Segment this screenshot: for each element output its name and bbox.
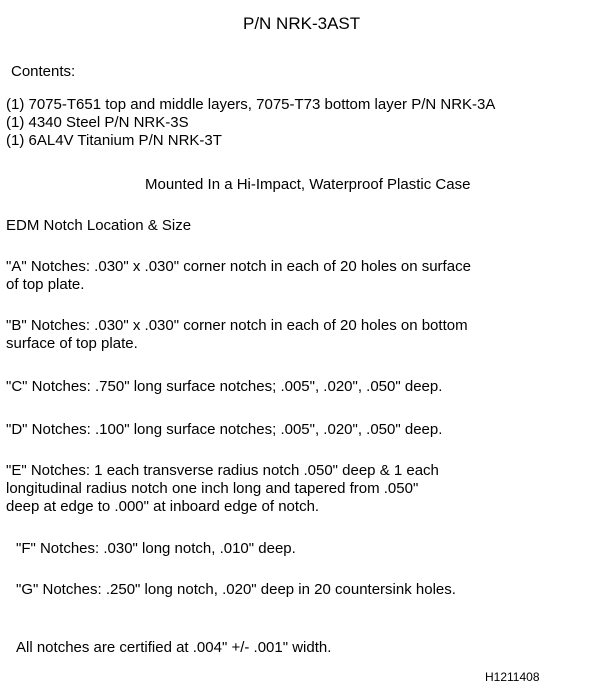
contents-item: (1) 6AL4V Titanium P/N NRK-3T: [6, 132, 222, 149]
notch-a-text: "A" Notches: .030" x .030" corner notch in each of 20 holes on surface of top plate.: [6, 258, 471, 293]
mounting-note: Mounted In a Hi-Impact, Waterproof Plastic Case: [145, 176, 471, 193]
notch-d-text: "D" Notches: .100" long surface notches; .005", .020", .050" deep.: [6, 421, 443, 438]
reference-code: H1211408: [485, 670, 540, 684]
page-title: P/N NRK-3AST: [243, 14, 361, 33]
notch-c-text: "C" Notches: .750" long surface notches; .005", .020", .050" deep.: [6, 378, 443, 395]
section-heading: EDM Notch Location & Size: [6, 217, 192, 234]
contents-label: Contents:: [11, 63, 76, 80]
contents-list: [6, 96, 495, 150]
notch-g-text: "G" Notches: .250" long notch, .020" deep in 20 countersink holes.: [16, 581, 456, 598]
notch-b-text: "B" Notches: .030" x .030" corner notch in each of 20 holes on bottom surface of top plate.: [6, 317, 468, 352]
contents-item: (1) 7075-T651 top and middle layers, 7075-T73 bottom layer P/N NRK-3A: [6, 96, 496, 113]
notch-f-text: "F" Notches: .030" long notch, .010" deep.: [16, 540, 296, 557]
contents-item: (1) 4340 Steel P/N NRK-3S: [6, 114, 189, 131]
notch-e-text: "E" Notches: 1 each transverse radius notch .050" deep & 1 each longitudinal radius notch one inch long and tapered from .050" deep at edge to .000" at inboard edge of notch.: [6, 462, 439, 515]
certification-note: All notches are certified at .004" +/- .001" width.: [16, 639, 332, 656]
